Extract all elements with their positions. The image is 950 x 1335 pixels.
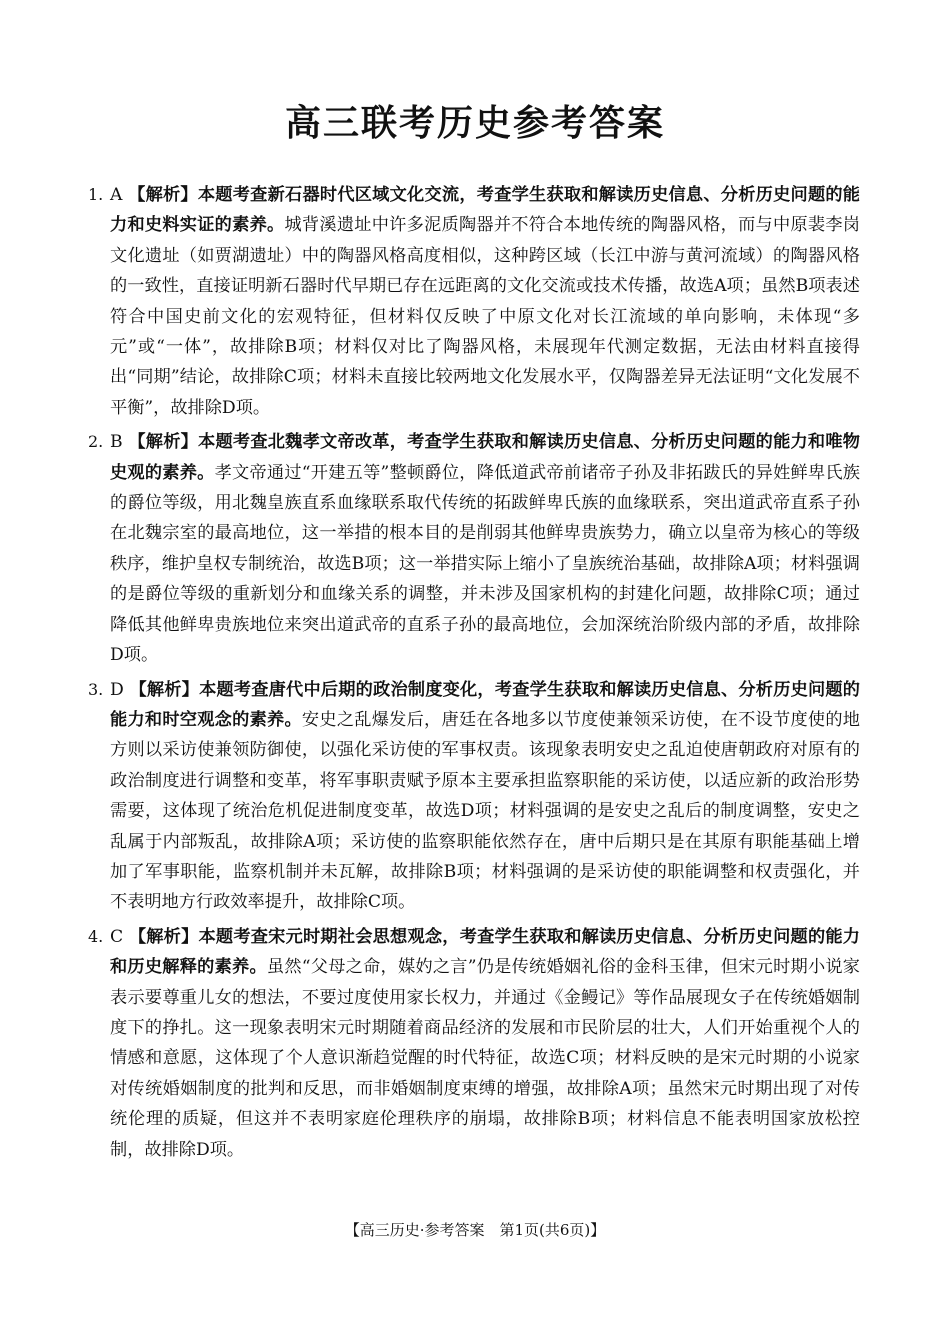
answer-item-4 (88, 922, 860, 1165)
page-footer: 【高三历史·参考答案 第1页(共6页)】 (344, 1221, 606, 1239)
answer-item-3 (88, 675, 860, 918)
answer-number: 3. (88, 679, 104, 699)
analysis-lead: 本题考查唐代中后期的政治制度变化，考查学生获取和解读历史信息、分析历史问题的能力和时空观念的素养。 (110, 679, 860, 730)
analysis-body: 虽然“父母之命，媒妁之言”仍是传统婚姻礼俗的金科玉律，但宋元时期小说家表示要尊重儿女的想法，不要过度使用家长权力，并通过《金鳗记》等作品展现女子在传统婚姻制度下的挣扎。这一现象表明宋元时期随着商品经济的发展和市民阶层的壮大，人们开始重视个人的情感和意愿，这体现了个人意识渐趋觉醒的时代特征，故选C项；材料反映的是宋元时期的小说家对传统婚姻制度的批判和反思，而非婚姻制度束缚的增强，故排除A项；虽然宋元时期出现了对传统伦理的质疑，但这并不表明家庭伦理秩序的崩塌，故排除B项；材料信息不能表明国家放松控制，故排除D项。 (110, 957, 860, 1160)
analysis-tag: 【解析】 (128, 185, 198, 205)
analysis-lead: 本题考查宋元时期社会思想观念，考查学生获取和解读历史信息、分析历史问题的能力和历史解释的素养。 (110, 926, 860, 978)
analysis-tag: 【解析】 (129, 679, 200, 700)
answer-list (88, 180, 860, 1169)
answer-number: 1. (88, 185, 104, 204)
analysis-body: 孝文帝通过“开建五等”整顿爵位，降低道武帝前诸帝子孙及非拓跋氏的异姓鲜卑氏族的爵位等级，用北魏皇族直系血缘联系取代传统的拓跋鲜卑氏族的血缘联系，突出道武帝直系子孙在北魏宗室的最高地位，这一举措的根本目的是削弱其他鲜卑贵族势力，确立以皇帝为核心的等级秩序，维护皇权专制统治，故选B项；这一举措实际上缩小了皇族统治基础，故排除A项；材料强调的是爵位等级的重新划分和血缘关系的调整，并未涉及国家机构的封建化问题，故排除C项；通过降低其他鲜卑贵族地位来突出道武帝的直系子孙的最高地位，会加深统治阶级内部的矛盾，故排除D项。 (110, 462, 860, 666)
analysis-body: 城背溪遗址中许多泥质陶器并不符合本地传统的陶器风格，而与中原裴李岗文化遗址（如贾湖遗址）中的陶器风格高度相似，这种跨区域（长江中游与黄河流域）的陶器风格的一致性，直接证明新石器时代早期已存在远距离的文化交流或技术传播，故选A项；虽然B项表述符合中国史前文化的宏观特征，但材料仅反映了中原文化对长江流域的单向影响，未体现“多元”或“一体”，故排除B项；材料仅对比了陶器风格，未展现年代测定数据，无法由材料直接得出“同期”结论，故排除C项；材料未直接比较两地文化发展水平，仅陶器差异无法证明“文化发展不平衡”，故排除D项。 (110, 215, 860, 418)
analysis-tag: 【解析】 (128, 926, 199, 947)
answer-item-2 (88, 427, 860, 670)
answer-number: 2. (88, 432, 104, 452)
answer-choice: A (110, 185, 123, 205)
answer-choice: B (110, 432, 123, 453)
page-title: 高三联考历史参考答案 (284, 103, 665, 144)
analysis-tag: 【解析】 (128, 432, 199, 453)
analysis-lead: 本题考查北魏孝文帝改革，考查学生获取和解读历史信息、分析历史问题的能力和唯物史观的素养。 (110, 432, 860, 483)
answer-number: 4. (88, 926, 104, 946)
answer-choice: D (110, 679, 124, 700)
analysis-lead: 本题考查新石器时代区域文化交流，考查学生获取和解读历史信息、分析历史问题的能力和史料实证的素养。 (110, 185, 860, 236)
analysis-body: 安史之乱爆发后，唐廷在各地多以节度使兼领采访使，在不设节度使的地方则以采访使兼领防御使，以强化采访使的军事权责。该现象表明安史之乱迫使唐朝政府对原有的政治制度进行调整和变革，将军事职责赋予原本主要承担监察职能的采访使，以适应新的政治形势需要，这体现了统治危机促进制度变革，故选D项；材料强调的是安史之乱后的制度调整，安史之乱属于内部叛乱，故排除A项；采访使的监察职能依然存在，唐中后期只是在其原有职能基础上增加了军事职能，监察机制并未瓦解，故排除B项；材料强调的是采访使的职能调整和权责强化，并不表明地方行政效率提升，故排除C项。 (110, 709, 860, 913)
answer-item-1 (88, 180, 860, 423)
answer-choice: C (110, 926, 124, 947)
